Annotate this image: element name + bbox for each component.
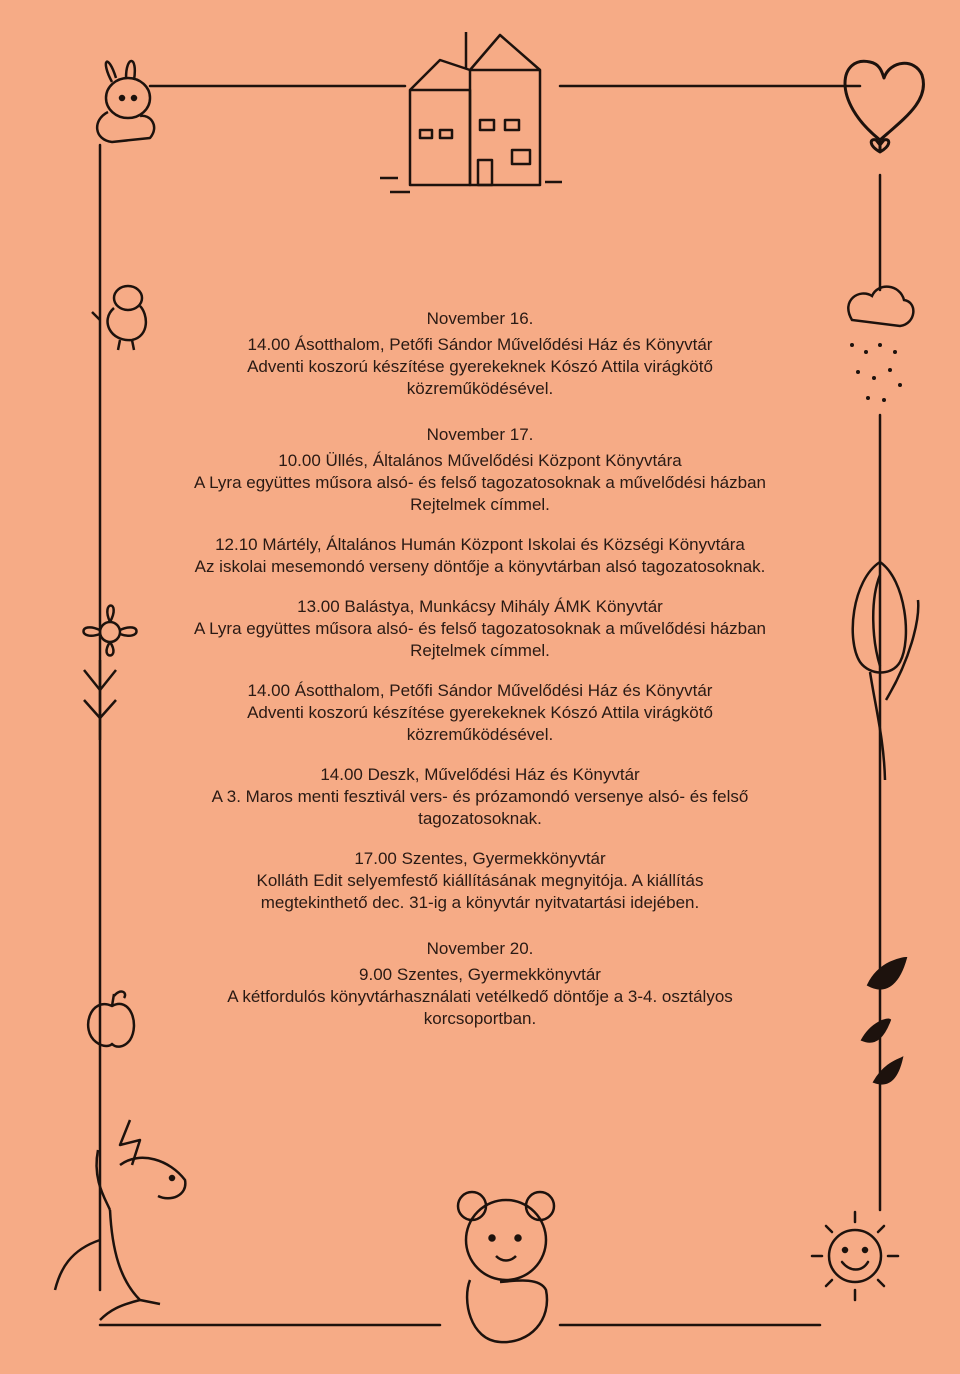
leaf-icon	[862, 958, 906, 1084]
event-entry	[150, 680, 810, 746]
dragon-icon	[55, 1120, 185, 1320]
event-description-line: Rejtelmek címmel.	[410, 495, 550, 514]
program-list	[150, 300, 810, 1048]
event-entry	[150, 764, 810, 830]
apple-icon	[88, 992, 134, 1047]
event-time-place: 17.00 Szentes, Gyermekkönyvtár	[354, 849, 606, 868]
event-time-place: 14.00 Ásotthalom, Petőfi Sándor Művelődési Ház és Könyvtár	[247, 335, 713, 354]
event-time-place: 13.00 Balástya, Munkácsy Mihály ÁMK Könyvtár	[297, 597, 663, 616]
teddy-bear-icon	[458, 1192, 554, 1342]
event-description-line: Adventi koszorú készítése gyerekeknek Kószó Attila virágkötő	[247, 357, 713, 376]
event-description-line: Az iskolai mesemondó verseny döntője a könyvtárban alsó tagozatosoknak.	[194, 557, 766, 576]
event-description-line: tagozatosoknak.	[418, 809, 542, 828]
tulip-icon	[853, 562, 919, 780]
heart-icon	[845, 61, 924, 152]
event-entry	[150, 450, 810, 516]
event-time-place: 9.00 Szentes, Gyermekkönyvtár	[359, 965, 601, 984]
rabbit-icon	[97, 61, 154, 142]
event-description-line: A Lyra együttes műsora alsó- és felső tagozatosoknak a művelődési házban	[193, 473, 767, 492]
day-heading: November 16.	[426, 309, 534, 328]
sun-icon	[812, 1212, 898, 1300]
event-description-line: közreműködésével.	[406, 725, 554, 744]
day-heading: November 20.	[426, 939, 534, 958]
event-description-line: A Lyra együttes műsora alsó- és felső tagozatosoknak a művelődési házban	[193, 619, 767, 638]
event-description-line: Adventi koszorú készítése gyerekeknek Kószó Attila virágkötő	[247, 703, 713, 722]
event-description-line: korcsoportban.	[423, 1009, 537, 1028]
event-time-place: 14.00 Deszk, Művelődési Ház és Könyvtár	[320, 765, 640, 784]
event-description-line: megtekinthető dec. 31-ig a könyvtár nyitvatartási idejében.	[260, 893, 700, 912]
event-description-line: közreműködésével.	[406, 379, 554, 398]
house-icon	[380, 32, 562, 192]
day-heading: November 17.	[426, 425, 534, 444]
event-time-place: 10.00 Üllés, Általános Művelődési Központ Könyvtára	[278, 451, 682, 470]
event-time-place: 12.10 Mártély, Általános Humán Központ Iskolai és Községi Könyvtára	[215, 535, 745, 554]
flower-icon	[84, 606, 137, 741]
event-description-line: Rejtelmek címmel.	[410, 641, 550, 660]
event-entry	[150, 848, 810, 914]
event-description-line: A kétfordulós könyvtárhasználati vetélkedő döntője a 3-4. osztályos	[227, 987, 733, 1006]
event-time-place: 14.00 Ásotthalom, Petőfi Sándor Művelődési Ház és Könyvtár	[247, 681, 713, 700]
cloud-icon	[848, 287, 913, 402]
event-entry	[150, 964, 810, 1030]
event-entry	[150, 334, 810, 400]
event-description-line: Kolláth Edit selyemfestő kiállításának megnyitója. A kiállítás	[256, 871, 704, 890]
event-entry	[150, 596, 810, 662]
event-entry	[150, 534, 810, 578]
event-description-line: A 3. Maros menti fesztivál vers- és prózamondó versenye alsó- és felső	[211, 787, 749, 806]
